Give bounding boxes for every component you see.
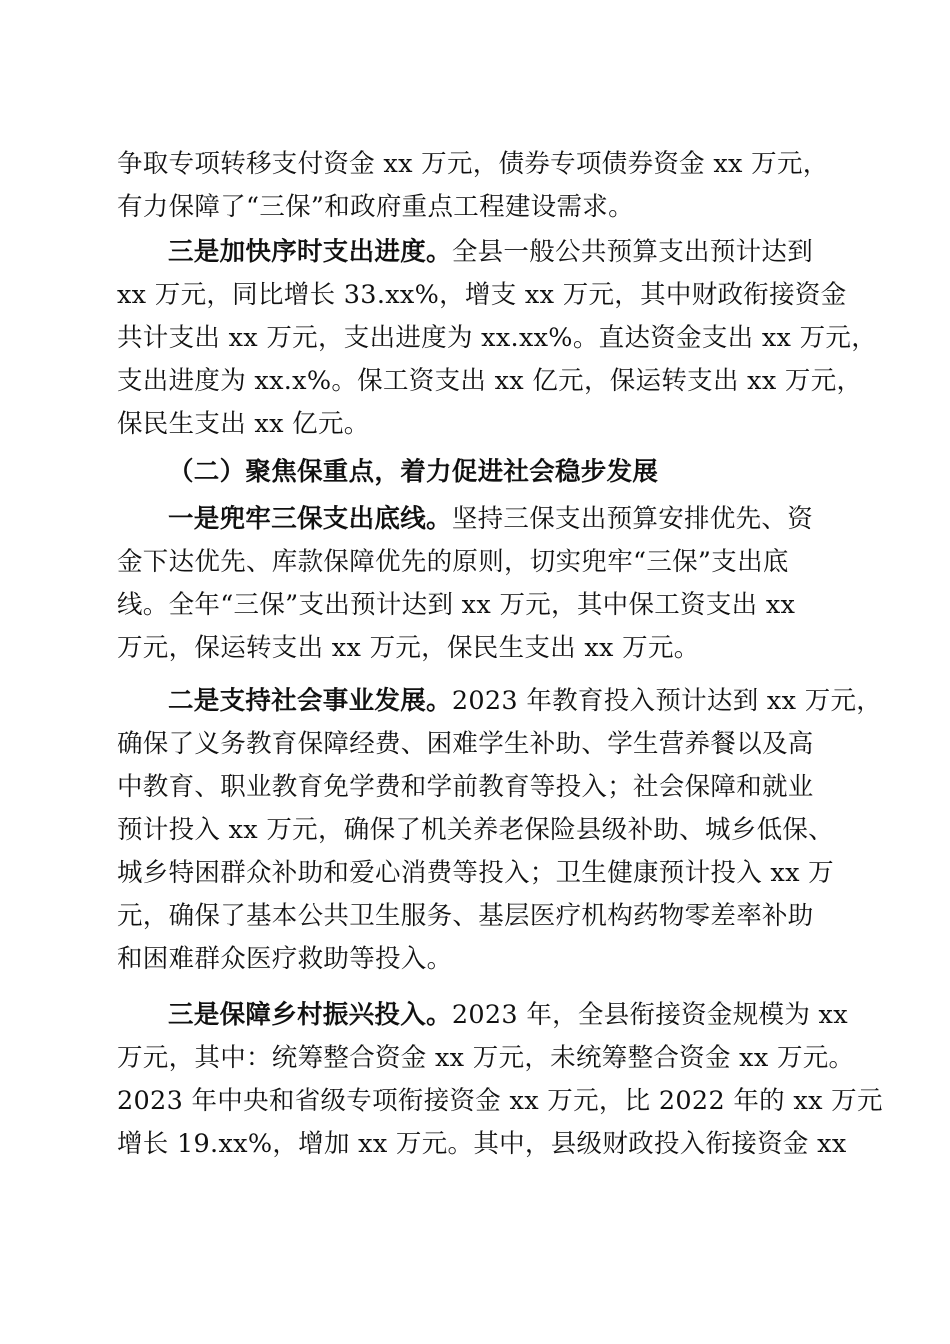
text-line: 万元，保运转支出 xx 万元，保民生支出 xx 万元。 bbox=[117, 633, 700, 663]
text-line bbox=[117, 498, 829, 541]
paragraph-lead: 二是支持社会事业发展。 bbox=[168, 686, 452, 716]
text-line: 争取专项转移支付资金 xx 万元，债券专项债券资金 xx 万元， bbox=[117, 149, 829, 179]
text-line: 和困难群众医疗救助等投入。 bbox=[117, 944, 453, 974]
paragraph-lead: 一是兜牢三保支出底线。 bbox=[168, 504, 452, 534]
paragraph-lead: 三是加快序时支出进度。 bbox=[168, 237, 452, 267]
paragraph-text: 坚持三保支出预算安排优先、资 bbox=[451, 504, 814, 534]
text-line: 城乡特困群众补助和爱心消费等投入；卫生健康预计投入 xx 万 bbox=[117, 858, 834, 888]
text-line: xx 万元，同比增长 33.xx%，增支 xx 万元，其中财政衔接资金 bbox=[117, 280, 847, 310]
text-line: 万元，其中：统筹整合资金 xx 万元，未统筹整合资金 xx 万元。 bbox=[117, 1043, 855, 1073]
text-line: 有力保障了“三保”和政府重点工程建设需求。 bbox=[117, 192, 634, 222]
text-line: 金下达优先、库款保障优先的原则，切实兜牢“三保”支出底 bbox=[117, 547, 789, 577]
text-line: 保民生支出 xx 亿元。 bbox=[117, 409, 370, 439]
text-line: 中教育、职业教育免学费和学前教育等投入；社会保障和就业 bbox=[117, 772, 814, 802]
paragraph-continuation bbox=[117, 143, 829, 229]
paragraph-text: 2023 年教育投入预计达到 xx 万元， bbox=[451, 686, 883, 716]
text-line: 2023 年中央和省级专项衔接资金 xx 万元，比 2022 年的 xx 万元 bbox=[117, 1086, 883, 1116]
text-line bbox=[117, 231, 829, 274]
section-heading: （二）聚焦保重点，着力促进社会稳步发展 bbox=[168, 457, 659, 487]
paragraph-text: 全县一般公共预算支出预计达到 bbox=[451, 237, 814, 267]
text-line: 线。全年“三保”支出预计达到 xx 万元，其中保工资支出 xx bbox=[117, 590, 796, 620]
text-line bbox=[117, 680, 883, 723]
text-line: 增长 19.xx%，增加 xx 万元。其中，县级财政投入衔接资金 xx bbox=[117, 1129, 847, 1159]
text-line: 共计支出 xx 万元，支出进度为 xx.xx%。直达资金支出 xx 万元， bbox=[117, 323, 878, 353]
text-line: 预计投入 xx 万元，确保了机关养老保险县级补助、城乡低保、 bbox=[117, 815, 834, 845]
paragraph-three-guarantees bbox=[117, 498, 829, 670]
paragraph-text: 2023 年，全县衔接资金规模为 xx bbox=[451, 1000, 848, 1030]
text-line: 确保了义务教育保障经费、困难学生补助、学生营养餐以及高 bbox=[117, 729, 814, 759]
paragraph-lead: 三是保障乡村振兴投入。 bbox=[168, 1000, 452, 1030]
text-line: 支出进度为 xx.x%。保工资支出 xx 亿元，保运转支出 xx 万元， bbox=[117, 366, 863, 396]
text-line: 元，确保了基本公共卫生服务、基层医疗机构药物零差率补助 bbox=[117, 901, 814, 931]
paragraph-expenditure-progress bbox=[117, 231, 878, 446]
paragraph-rural-revitalization bbox=[117, 994, 883, 1166]
paragraph-social-development bbox=[117, 680, 883, 981]
text-line bbox=[117, 994, 848, 1037]
